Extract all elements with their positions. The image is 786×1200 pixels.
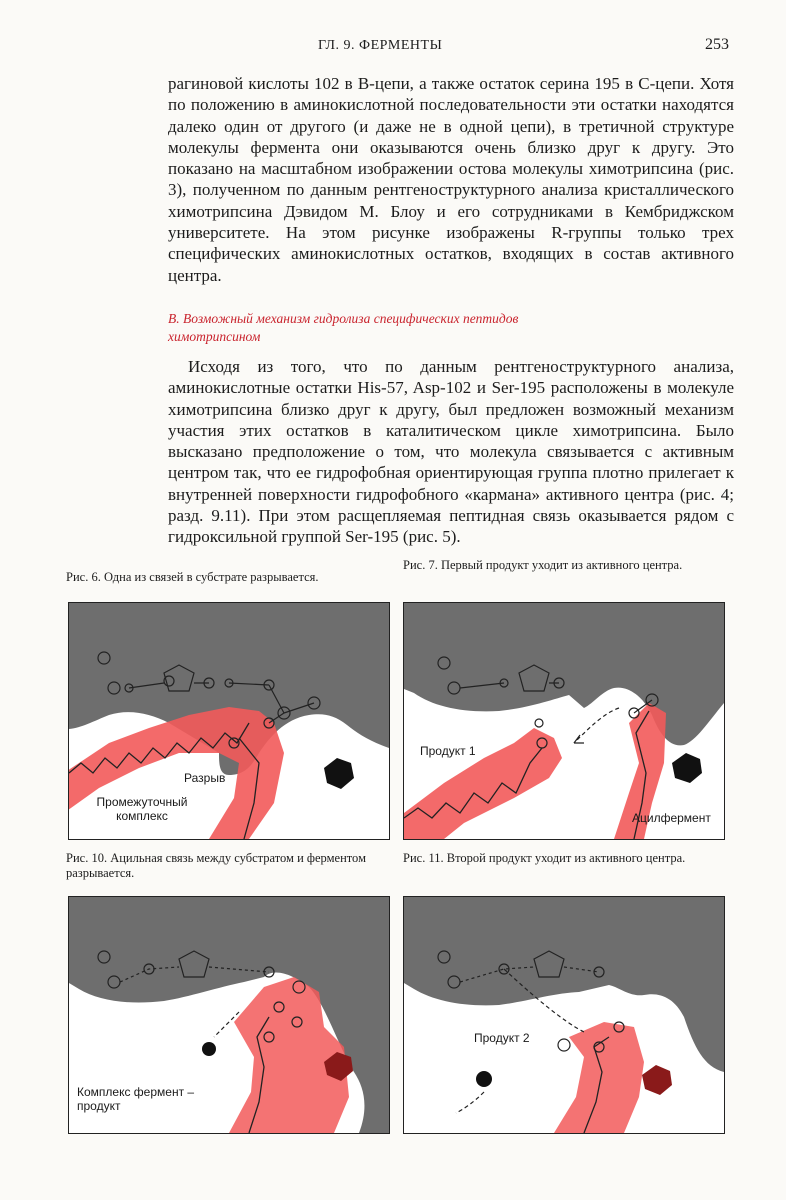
body-paragraph-1: рагиновой кислоты 102 в В-цепи, а также остаток серина 195 в С-цепи. Хотя по положению в аминокислотной последовательности эти остатки находятся далеко один от другого (и даже не в одной цепи), в третичной структуре молекулы фермента они оказываются очень близко друг к другу. Это показано на масштабном изображении остова молекулы химотрипсина (рис. 3), полученном по данным рентгеноструктурного анализа кристаллического химотрипсина Дэвидом М. Блоу и его сотрудниками в Кембриджском университете. На этом рисунке изображены R-группы только трех специфических аминокислотных остатков, входящих в состав активного центра. bbox=[168, 74, 734, 285]
running-header bbox=[0, 38, 786, 60]
label-enzyme-product-complex: Комплекс фермент – продукт bbox=[77, 1085, 195, 1113]
figure-10-caption: Рис. 10. Ацильная связь между субстратом и ферментом разрывается. bbox=[66, 851, 366, 880]
label-product-1: Продукт 1 bbox=[420, 744, 476, 758]
section-heading: В. Возможный механизм гидролиза специфических пептидов химотрипсином bbox=[168, 311, 519, 344]
figure-11 bbox=[403, 896, 725, 1134]
hydrophobic-group-icon bbox=[672, 753, 702, 783]
hydrophobic-group-icon bbox=[324, 758, 354, 789]
label-product-2: Продукт 2 bbox=[474, 1031, 530, 1045]
proton-icon bbox=[476, 1071, 492, 1087]
enzyme-body bbox=[404, 897, 724, 1072]
page-number: 253 bbox=[705, 36, 729, 53]
enzyme-regenerated bbox=[554, 1022, 644, 1133]
figure-11-illustration bbox=[404, 897, 724, 1133]
label-break: Разрыв bbox=[184, 771, 226, 785]
proton-icon bbox=[202, 1042, 216, 1056]
enzyme-body bbox=[404, 603, 724, 745]
figure-7 bbox=[403, 602, 725, 840]
figure-7-caption: Рис. 7. Первый продукт уходит из активного центра. bbox=[403, 558, 683, 572]
figure-11-caption: Рис. 11. Второй продукт уходит из активного центра. bbox=[403, 851, 686, 865]
figure-6-caption: Рис. 6. Одна из связей в субстрате разрывается. bbox=[66, 570, 319, 584]
body-paragraph-2: Исходя из того, что по данным рентгеноструктурного анализа, аминокислотные остатки His-57, Asp-102 и Ser-195 расположены в молекуле химотрипсина близко друг к другу, был предложен возможный механизм участия этих остатков в каталитическом цикле химотрипсина. Было высказано предположение о том, что молекула связывается с активным центром так, что ее гидрофобная ориентирующая группа плотно прилегает к внутренней поверхности гидрофобного «кармана» активного центра (рис. 4; разд. 9.11). При этом расщепляемая пептидная связь оказывается рядом с гидроксильной группой Ser-195 (рис. 5). bbox=[168, 357, 734, 547]
label-acyl-enzyme: Ацилфермент bbox=[632, 811, 711, 825]
figure-7-illustration bbox=[404, 603, 724, 839]
label-intermediate-complex: Промежуточный комплекс bbox=[96, 795, 188, 823]
hydrophobic-group-icon bbox=[642, 1065, 672, 1095]
chapter-title: ГЛ. 9. ФЕРМЕНТЫ bbox=[318, 38, 443, 53]
figure-10 bbox=[68, 896, 390, 1134]
figure-6 bbox=[68, 602, 390, 840]
